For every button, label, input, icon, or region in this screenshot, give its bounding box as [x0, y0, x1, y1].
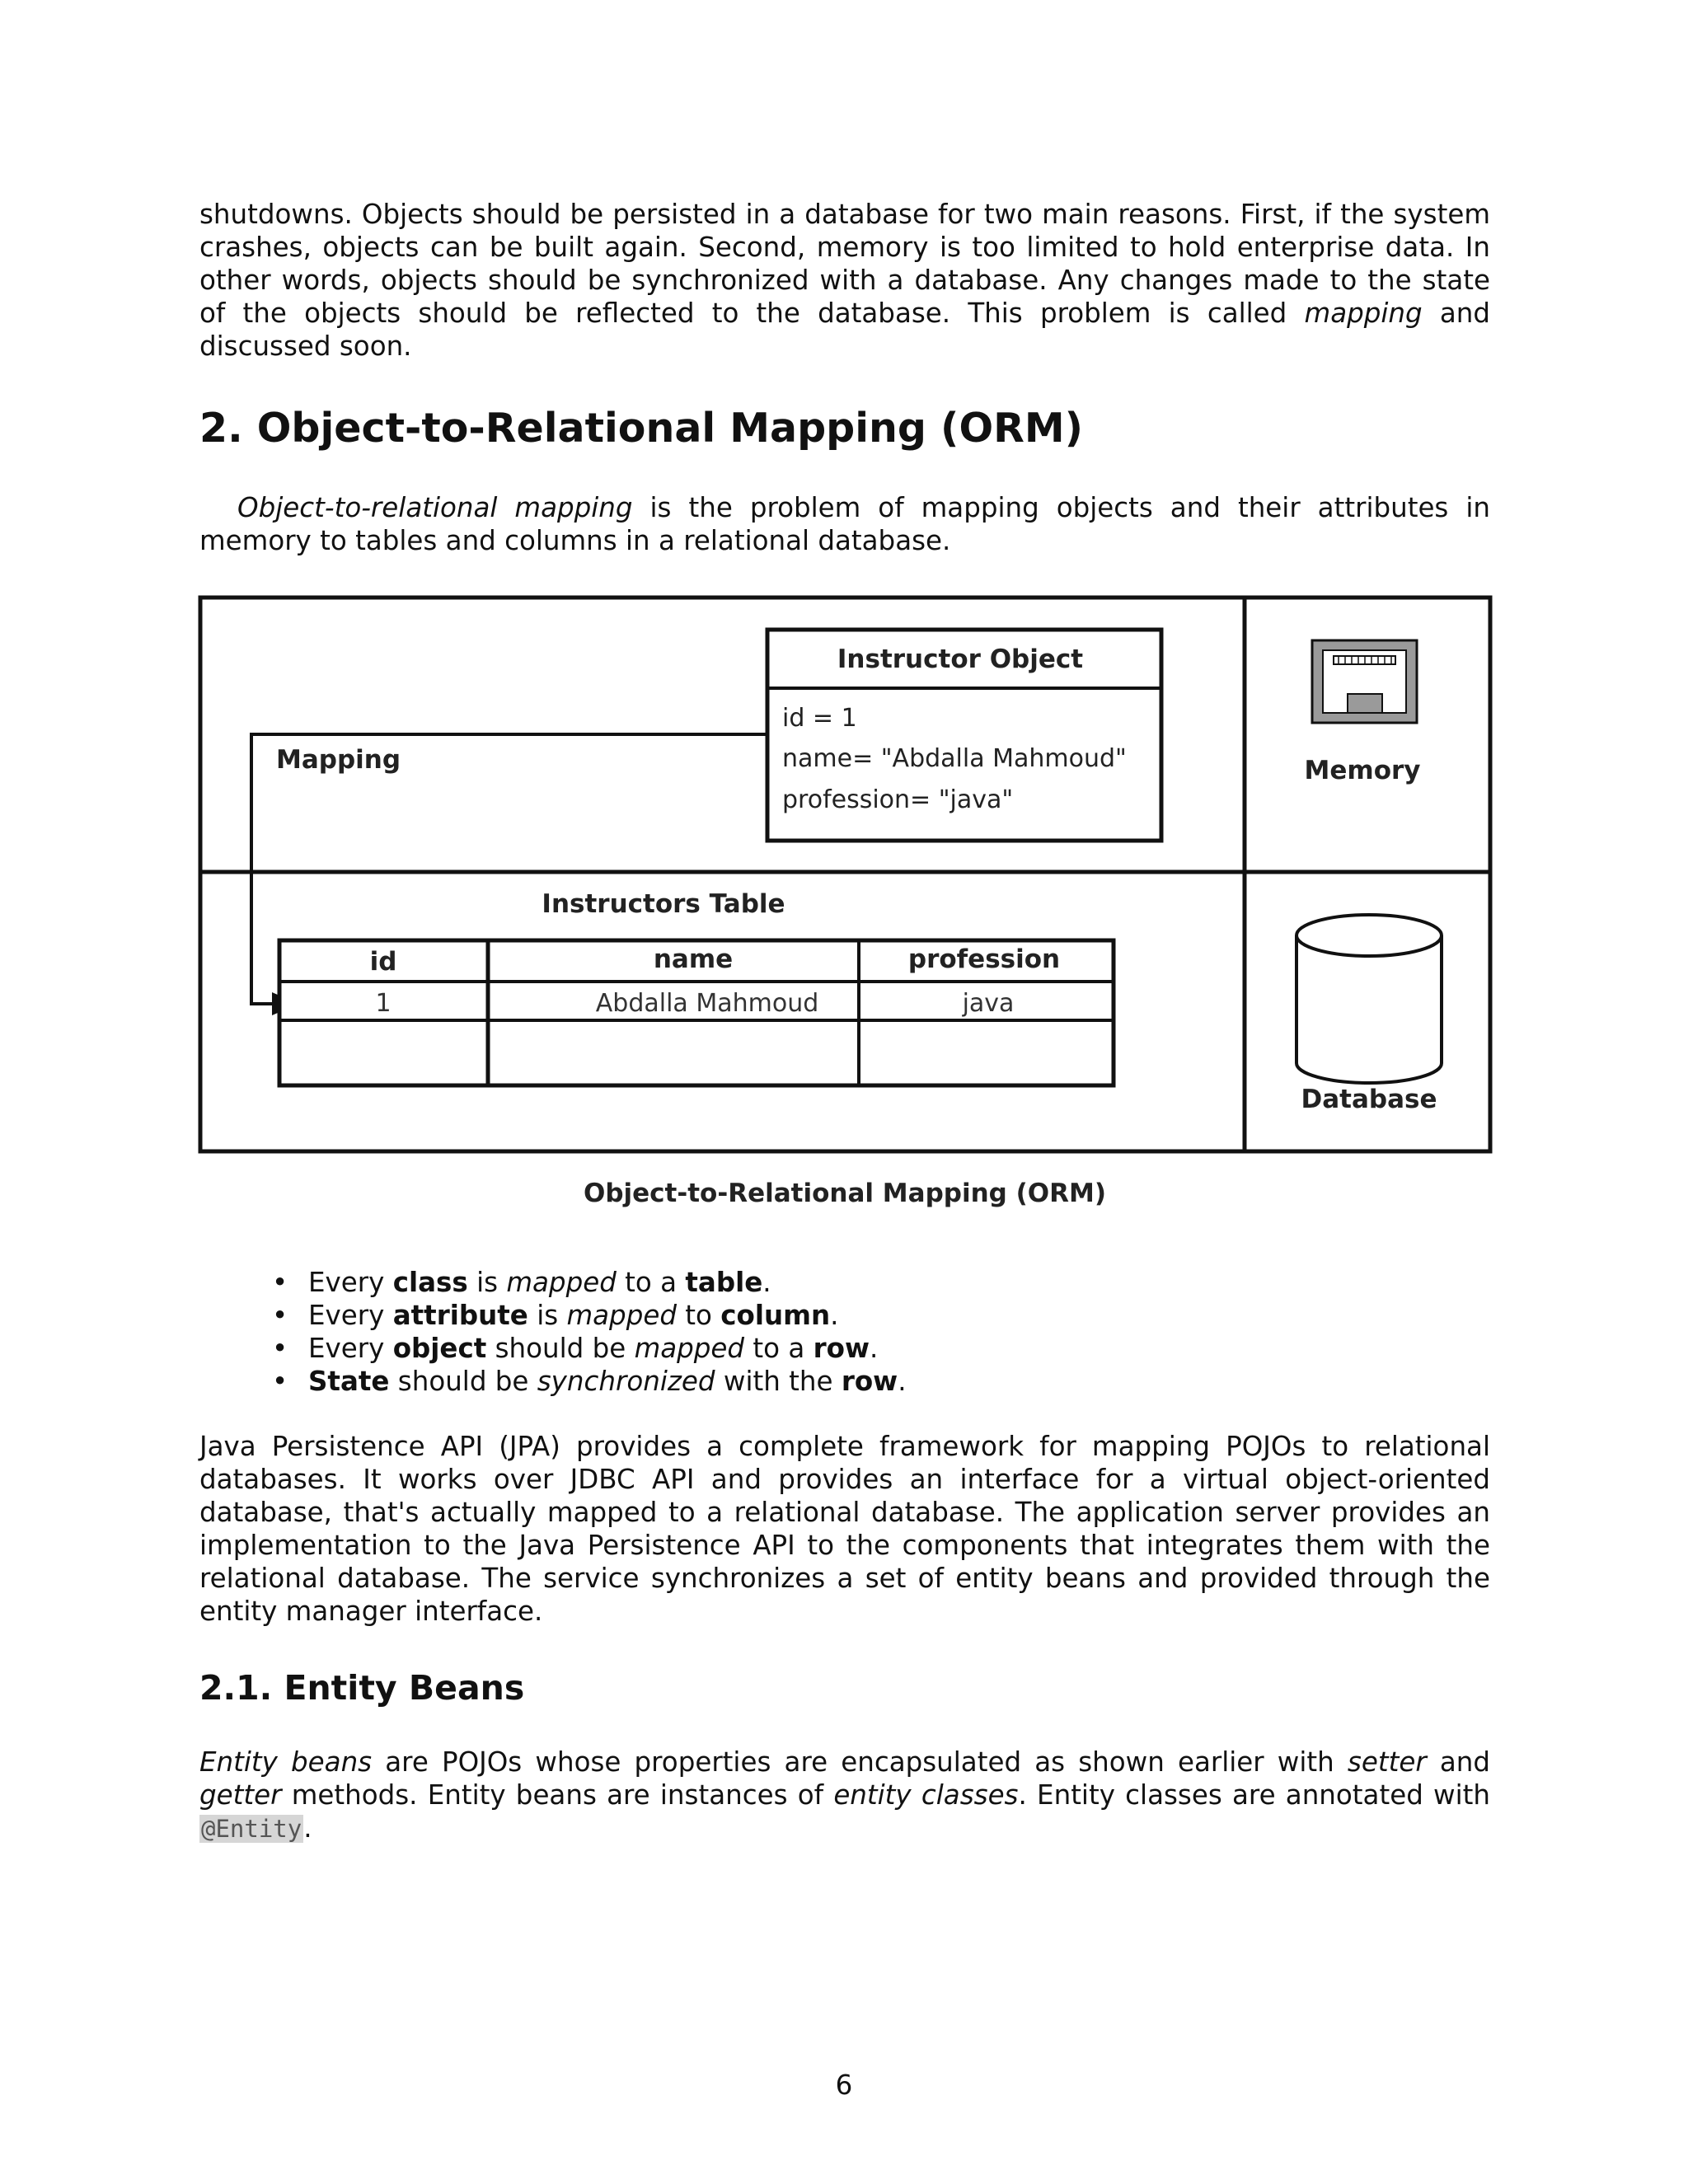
- object-field-name: name= "Abdalla Mahmoud": [782, 744, 1127, 773]
- instructors-table-title: Instructors Table: [542, 889, 785, 919]
- entity-beans-paragraph: Entity beans are POJOs whose properties are encapsulated as shown earlier with setter and getter methods. Entity beans are instances of entity classes. Entity classes are annotated with @Entity.: [199, 1746, 1491, 1844]
- jpa-paragraph: Java Persistence API (JPA) provides a complete framework for mapping POJOs to relational databases. It works over JDBC API and provides an interface for a virtual object-oriented database, that's actually mapped to a relational database. The application server provides an implementation to the Java Persistence API to the components that integrates them with the relational database. The service synchronizes a set of entity beans and provided through the entity manager interface.: [199, 1431, 1490, 1627]
- table-header-profession: profession: [907, 944, 1061, 974]
- orm-definition-text: is the problem of mapping objects and their attributes in memory to tables and columns in a relational database.: [199, 492, 1490, 556]
- jpa-paragraph-block: [199, 1430, 1490, 1628]
- database-label: Database: [1301, 1085, 1437, 1114]
- table-cell-id: 1: [375, 989, 392, 1018]
- list-item: • State should be synchronized with the row.: [272, 1365, 907, 1398]
- object-field-id: id = 1: [782, 704, 857, 733]
- instructor-object-title: Instructor Object: [837, 644, 1084, 674]
- table-cell-name: Abdalla Mahmoud: [595, 989, 819, 1018]
- entity-beans-paragraph-block: [199, 1746, 1490, 1845]
- intro-text-end: and discussed soon.: [199, 298, 1490, 362]
- figure-caption: Object-to-Relational Mapping (ORM): [583, 1179, 1107, 1208]
- list-item: • Every object should be mapped to a row.: [272, 1332, 907, 1365]
- list-item: • Every attribute is mapped to column.: [272, 1299, 907, 1332]
- section-heading-entity-beans: 2.1. Entity Beans: [199, 1668, 525, 1708]
- page-number: 6: [835, 2069, 853, 2101]
- intro-emphasis: mapping: [1304, 298, 1423, 329]
- orm-rules-list: [272, 1266, 907, 1398]
- object-field-profession: profession= "java": [782, 785, 1014, 814]
- list-item: • Every class is mapped to a table.: [272, 1266, 907, 1299]
- table-header-name: name: [653, 944, 734, 974]
- section-heading-orm: 2. Object-to-Relational Mapping (ORM): [199, 405, 1083, 452]
- table-header-id: id: [369, 947, 397, 977]
- memory-chip-icon: [1312, 640, 1417, 723]
- mapping-label: Mapping: [276, 745, 401, 775]
- table-cell-profession: java: [962, 989, 1015, 1018]
- orm-definition-term: Object-to-relational mapping: [237, 492, 633, 523]
- database-cylinder-icon: [1296, 915, 1442, 1083]
- intro-text: shutdowns. Objects should be persisted in a database for two main reasons. First, if the system crashes, objects can be built again. Second, memory is too limited to hold enterprise data. In other words, objects should be synchronized with a database. Any changes made to the state of the objects should be reflected to the database. This problem is called: [199, 199, 1490, 329]
- entity-annotation-code: @Entity: [201, 1815, 302, 1843]
- memory-label: Memory: [1304, 756, 1421, 785]
